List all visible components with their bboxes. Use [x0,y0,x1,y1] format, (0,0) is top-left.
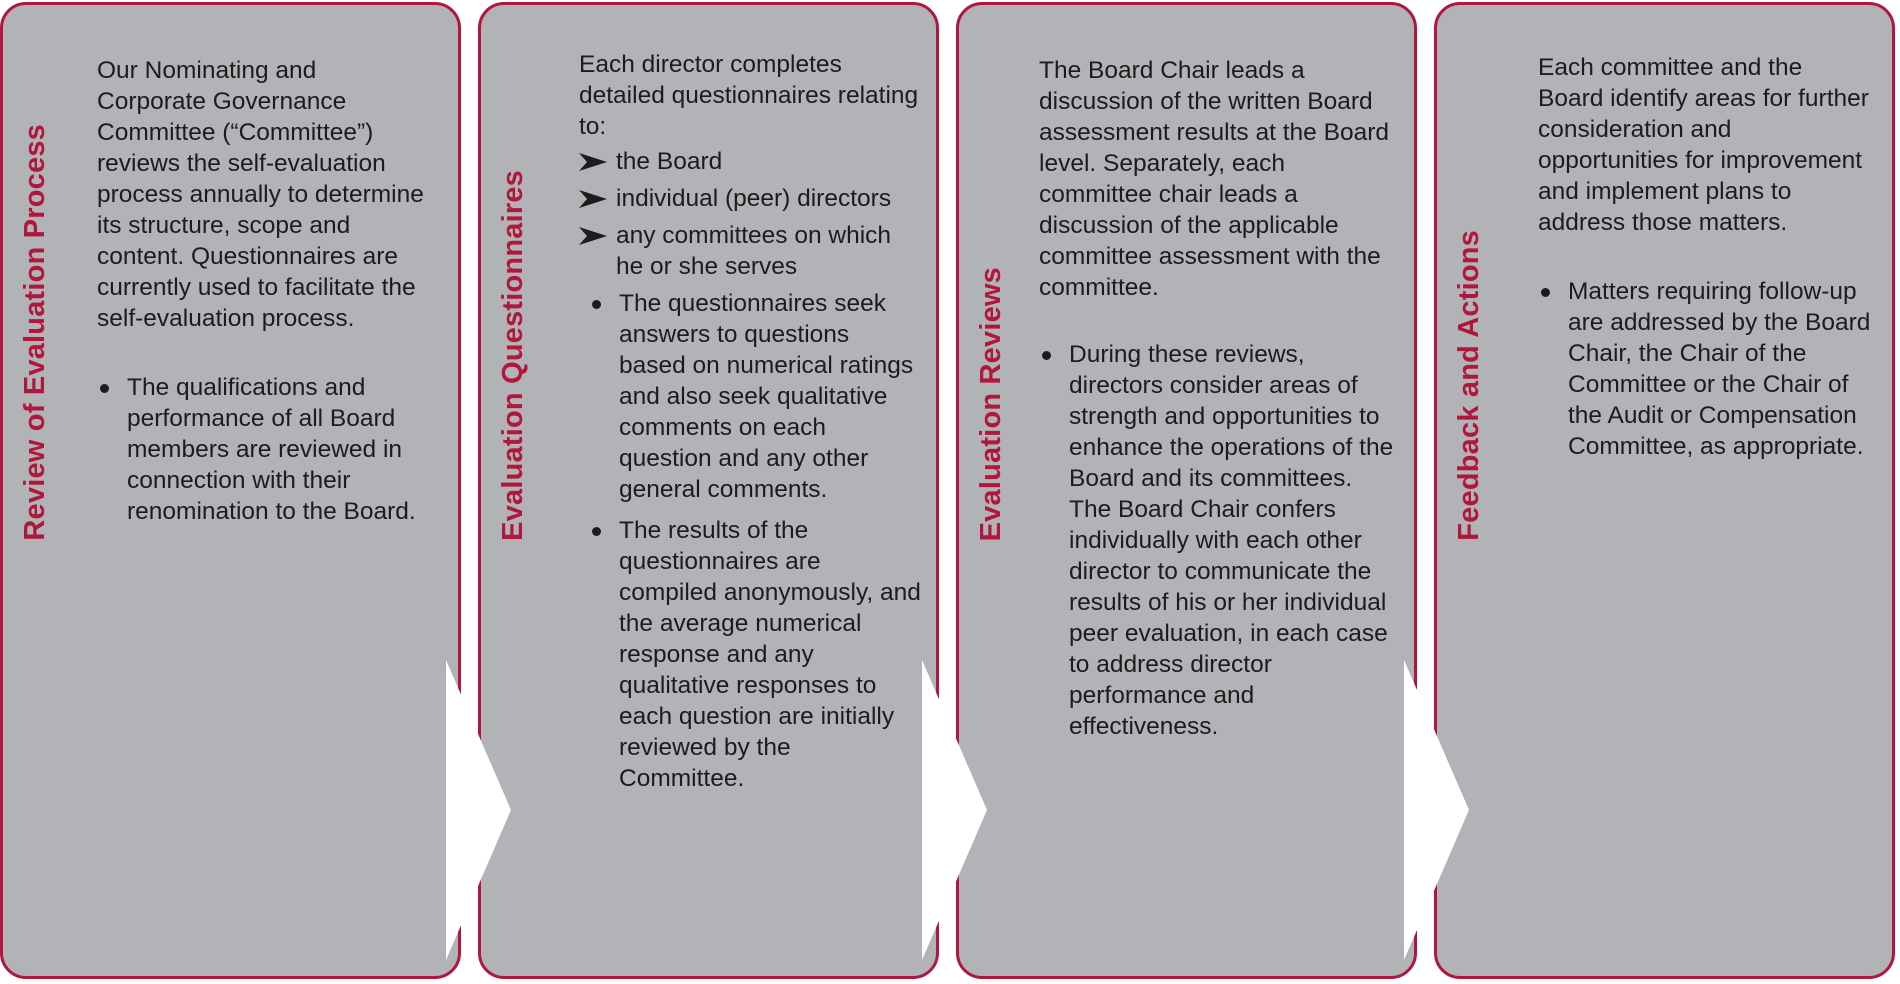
bullet-item: During these reviews, directors consider areas of strength and opportunities to enhance the operations of the Board and its committees. The Board Chair confers individually with each other director to communicate the results of his or her individual peer evaluation, in each case to address director performance and effectiveness. [1039,339,1394,742]
arrow-list [579,146,921,282]
step-content [1538,52,1873,462]
bullet-list [1538,276,1873,462]
step-intro: Each director completes detailed questionnaires relating to: [579,51,919,140]
bullet-item: The results of the questionnaires are compiled anonymously, and the average numerical response and any qualitative responses to each question are initially reviewed by the Committee. [589,515,921,794]
step-intro: The Board Chair leads a discussion of the written Board assessment results at the Board level. Separately, each committee chair leads a discussion of the applicable committee assessment with the committee. [1039,57,1389,301]
arrowhead-icon [579,227,607,245]
step-intro: Each committee and the Board identify areas for further consideration and opportunities for improvement and implement plans to address those matters. [1538,54,1869,236]
step-title-container [491,21,535,541]
step-title-container [1447,21,1491,541]
arrow-item [579,183,921,214]
step-title-container [13,21,57,541]
bullet-item: The questionnaires seek answers to questions based on numerical ratings and also seek qualitative comments on each question and any other general comments. [589,288,921,505]
step-content [97,55,427,527]
step-content [1039,55,1394,742]
step-panel-review-of-evaluation-process [0,2,461,979]
bullet-list [1039,339,1394,742]
bullet-list [579,288,921,794]
chevron-right-icon [922,660,992,960]
step-intro: Our Nominating and Corporate Governance Committee (“Committee”) reviews the self-evaluation process annually to determine its structure, scope and content. Questionnaires are currently used to facilitate the self-evaluation process. [97,57,424,332]
bullet-list [97,372,427,527]
arrow-item-label: the Board [616,148,723,175]
step-content [579,49,921,794]
chevron-right-icon [1404,660,1474,960]
arrow-item [579,146,921,177]
step-panel-evaluation-questionnaires [478,2,939,979]
arrow-item-label: individual (peer) directors [616,185,892,212]
step-panel-evaluation-reviews [956,2,1417,979]
arrow-item-label: any committees on which he or she serves [616,222,892,280]
bullet-item: The qualifications and performance of all Board members are reviewed in connection with their renomination to the Board. [97,372,427,527]
step-title: Evaluation Questionnaires [497,170,529,541]
arrowhead-icon [579,190,607,208]
step-panel-feedback-and-actions [1434,2,1895,979]
step-title: Review of Evaluation Process [19,124,51,541]
bullet-item: Matters requiring follow-up are addressed by the Board Chair, the Chair of the Committee or the Chair of the Audit or Compensation Committee, as appropriate. [1538,276,1873,462]
arrow-item [579,220,921,282]
step-title: Evaluation Reviews [975,266,1007,541]
step-title: Feedback and Actions [1453,230,1485,541]
step-title-container [969,21,1013,541]
chevron-right-icon [446,660,516,960]
arrowhead-icon [579,153,607,171]
